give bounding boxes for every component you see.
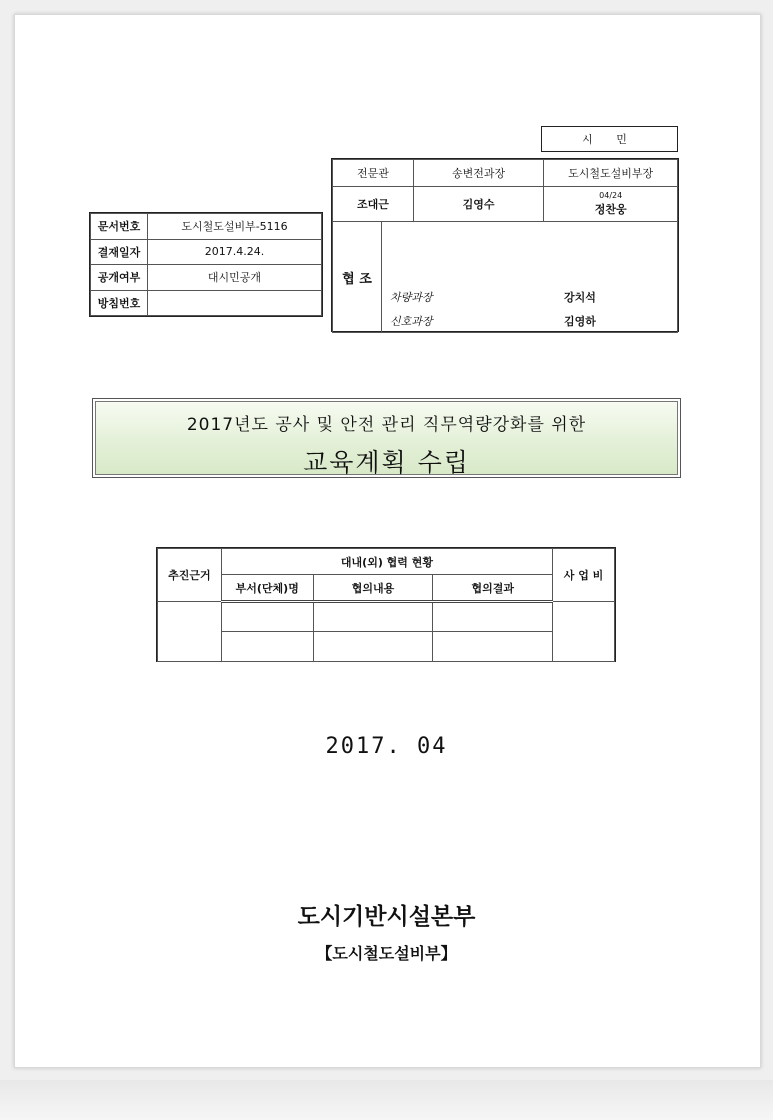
sign-date: 04/24 xyxy=(599,191,623,200)
disclosure-label: 공개여부 xyxy=(91,265,148,291)
content-column-header: 협의내용 xyxy=(313,575,433,602)
cooperator-name: 강치석 xyxy=(564,291,596,304)
cooperation-status-table xyxy=(156,547,616,662)
title-subtitle: 2017년도 공사 및 안전 관리 직무역량강화를 위한 xyxy=(186,415,587,435)
title-main: 교육계획 수립 xyxy=(303,448,470,477)
table-cell xyxy=(433,602,553,632)
cooperator-role: 차량과장 xyxy=(390,291,433,304)
citizen-approval-box xyxy=(541,126,678,152)
cooperator-row xyxy=(390,288,677,306)
approval-header-2: 송변전과장 xyxy=(413,160,544,187)
approval-header-1: 전문관 xyxy=(333,160,414,187)
document-date: 2017. 04 xyxy=(325,734,448,759)
coop-label: 협 조 xyxy=(333,222,382,332)
bottom-strip xyxy=(0,1080,773,1120)
budget-cell xyxy=(553,602,615,662)
cooperator-name: 김영하 xyxy=(564,315,596,328)
disclosure-value: 대시민공개 xyxy=(148,265,322,291)
table-cell xyxy=(221,602,313,632)
approval-date-label: 결재일자 xyxy=(91,239,148,265)
signer-1: 조대근 xyxy=(333,187,414,222)
basis-header: 추진근거 xyxy=(158,549,222,602)
table-cell xyxy=(313,632,433,662)
department-name: 【도시철도설비부】 xyxy=(316,944,457,963)
cooperator-row xyxy=(390,312,677,330)
title-inner xyxy=(95,401,678,475)
citizen-label: 시 민 xyxy=(582,133,637,146)
doc-number-label: 문서번호 xyxy=(91,214,148,240)
policy-number-label: 방침번호 xyxy=(91,290,148,316)
group-header: 대내(외) 협력 현황 xyxy=(221,549,552,575)
signer-3: 정찬웅 xyxy=(594,203,627,216)
approval-table xyxy=(331,158,679,332)
dept-column-header: 부서(단체)명 xyxy=(221,575,313,602)
signer-3-cell xyxy=(544,187,678,222)
signer-2: 김영수 xyxy=(413,187,544,222)
approval-date-value: 2017.4.24. xyxy=(148,239,322,265)
result-column-header: 협의결과 xyxy=(433,575,553,602)
cooperator-role: 신호과장 xyxy=(390,315,433,328)
table-cell xyxy=(313,602,433,632)
budget-header: 사 업 비 xyxy=(553,549,615,602)
basis-cell xyxy=(158,602,222,662)
approval-header-3: 도시철도설비부장 xyxy=(544,160,678,187)
document-info-table xyxy=(89,212,323,317)
doc-number-value: 도시철도설비부-5116 xyxy=(148,214,322,240)
title-box xyxy=(92,398,681,478)
table-cell xyxy=(221,632,313,662)
organization-name: 도시기반시설본부 xyxy=(297,904,476,930)
policy-number-value xyxy=(148,290,322,316)
table-cell xyxy=(433,632,553,662)
cooperators-area xyxy=(382,222,677,332)
